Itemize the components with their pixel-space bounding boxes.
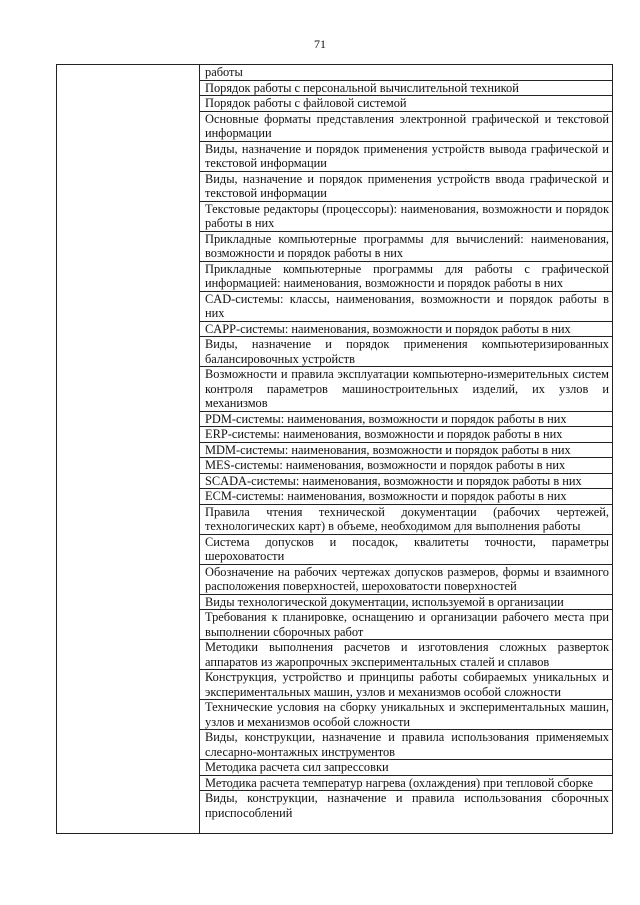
table-right-column: [200, 65, 612, 833]
table-row: Прикладные компьютерные программы для вычислений: наименования, возможности и порядок работы в них: [200, 232, 612, 262]
table-row: MES-системы: наименования, возможности и порядок работы в них: [200, 458, 612, 474]
table-row: Виды, назначение и порядок применения компьютеризированных балансировочных устройств: [200, 337, 612, 367]
requirements-table: [56, 64, 613, 834]
table-row: Система допусков и посадок, квалитеты точности, параметры шероховатости: [200, 535, 612, 565]
table-row: Методика расчета сил запрессовки: [200, 760, 612, 776]
table-row: Методики выполнения расчетов и изготовления сложных разверток аппаратов из жаропрочных экспериментальных сталей и сплавов: [200, 640, 612, 670]
table-row: PDM-системы: наименования, возможности и порядок работы в них: [200, 412, 612, 428]
table-row: Порядок работы с персональной вычислительной техникой: [200, 81, 612, 97]
table-row: Текстовые редакторы (процессоры): наименования, возможности и порядок работы в них: [200, 202, 612, 232]
table-row: Требования к планировке, оснащению и организации рабочего места при выполнении сборочных работ: [200, 610, 612, 640]
table-row: MDM-системы: наименования, возможности и порядок работы в них: [200, 443, 612, 459]
table-row: Порядок работы с файловой системой: [200, 96, 612, 112]
table-row: Обозначение на рабочих чертежах допусков размеров, формы и взаимного расположения поверхностей, шероховатости поверхностей: [200, 565, 612, 595]
table-row: Виды, конструкции, назначение и правила использования сборочных приспособлений: [205, 791, 609, 820]
table-row: ECM-системы: наименования, возможности и порядок работы в них: [200, 489, 612, 505]
table-left-column: [57, 65, 200, 833]
table-row: Виды, назначение и порядок применения устройств вывода графической и текстовой информации: [200, 142, 612, 172]
table-row: SCADA-системы: наименования, возможности и порядок работы в них: [200, 474, 612, 490]
table-row: Прикладные компьютерные программы для работы с графической информацией: наименования, возможности и порядок работы в них: [200, 262, 612, 292]
table-row: Виды, конструкции, назначение и правила использования применяемых слесарно-монтажных инструментов: [200, 730, 612, 760]
table-row: CAPP-системы: наименования, возможности и порядок работы в них: [200, 322, 612, 338]
table-row: ERP-системы: наименования, возможности и порядок работы в них: [200, 427, 612, 443]
table-row: CAD-системы: классы, наименования, возможности и порядок работы в них: [200, 292, 612, 322]
table-row: Конструкция, устройство и принципы работы собираемых уникальных и экспериментальных машин, узлов и механизмов особой сложности: [200, 670, 612, 700]
table-row: работы: [200, 65, 612, 81]
table-row: Возможности и правила эксплуатации компьютерно-измерительных систем контроля параметров машиностроительных изделий, их узлов и механизмов: [200, 367, 612, 412]
table-row: Виды технологической документации, используемой в организации: [200, 595, 612, 611]
page-number: 71: [314, 37, 326, 51]
table-row: Методика расчета температур нагрева (охлаждения) при тепловой сборке: [200, 776, 612, 792]
table-row: Технические условия на сборку уникальных и экспериментальных машин, узлов и механизмов особой сложности: [200, 700, 612, 730]
table-row: Правила чтения технической документации (рабочих чертежей, технологических карт) в объеме, необходимом для выполнения работы: [200, 505, 612, 535]
table-row: Основные форматы представления электронной графической и текстовой информации: [200, 112, 612, 142]
table-row: Виды, назначение и порядок применения устройств ввода графической и текстовой информации: [200, 172, 612, 202]
